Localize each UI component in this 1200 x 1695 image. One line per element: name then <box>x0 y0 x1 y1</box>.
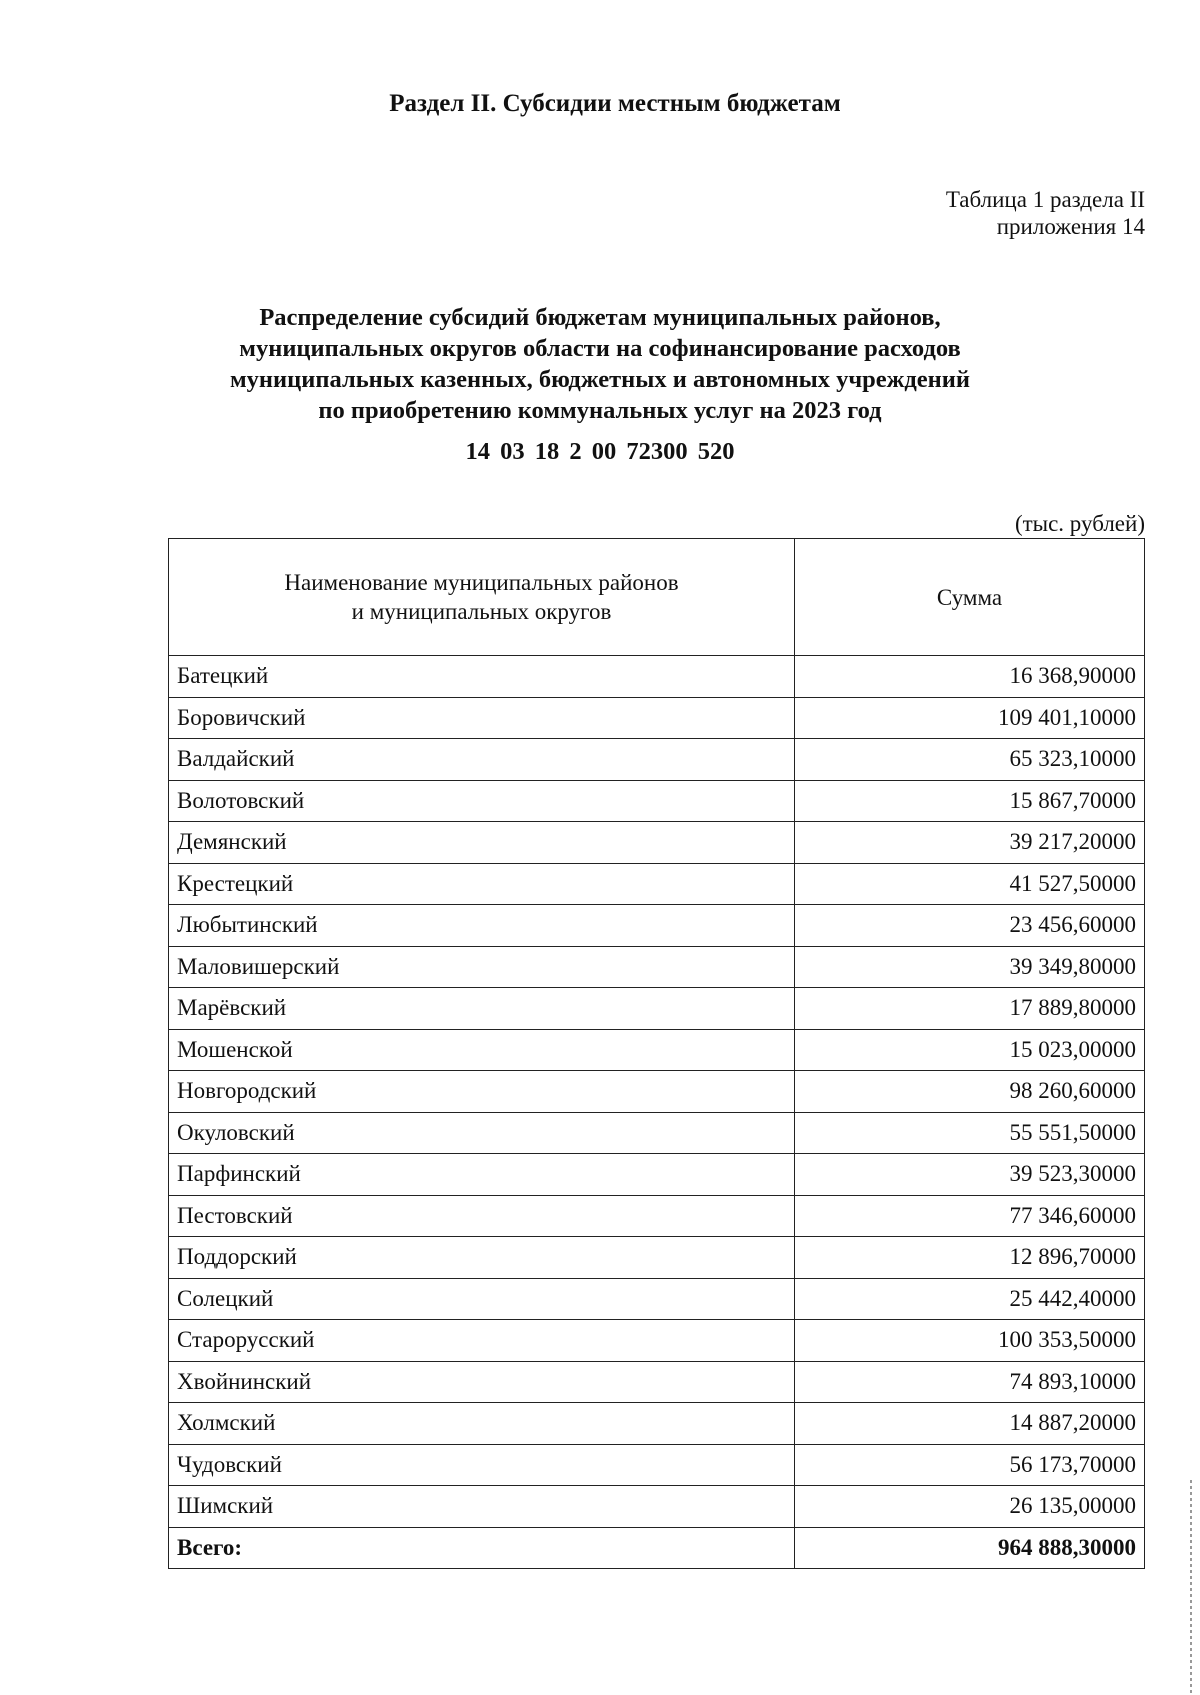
table-header-row <box>169 539 1145 656</box>
table-row <box>169 863 1145 905</box>
table-reference <box>946 186 1145 240</box>
district-sum: 41 527,50000 <box>795 863 1145 905</box>
budget-code: 14 03 18 2 00 72300 520 <box>465 438 735 465</box>
district-sum: 17 889,80000 <box>795 988 1145 1030</box>
district-name: Боровичский <box>169 697 795 739</box>
district-sum: 39 523,30000 <box>795 1154 1145 1196</box>
table-row <box>169 946 1145 988</box>
district-name: Окуловский <box>169 1112 795 1154</box>
district-name: Волотовский <box>169 780 795 822</box>
table-row <box>169 1486 1145 1528</box>
table-row <box>169 1029 1145 1071</box>
table-body <box>169 656 1145 1569</box>
district-name: Поддорский <box>169 1237 795 1279</box>
district-sum: 74 893,10000 <box>795 1361 1145 1403</box>
district-sum: 15 867,70000 <box>795 780 1145 822</box>
table-row <box>169 1361 1145 1403</box>
district-sum: 100 353,50000 <box>795 1320 1145 1362</box>
district-sum: 39 349,80000 <box>795 946 1145 988</box>
header-name-line1: Наименование муниципальных районов <box>284 570 679 595</box>
table-row <box>169 1112 1145 1154</box>
table-row <box>169 1071 1145 1113</box>
district-name: Батецкий <box>169 656 795 698</box>
district-name: Парфинский <box>169 1154 795 1196</box>
document-heading <box>0 302 1200 426</box>
units-label: (тыс. рублей) <box>1014 511 1145 536</box>
table-row <box>169 905 1145 947</box>
total-label: Всего: <box>169 1527 795 1569</box>
district-name: Шимский <box>169 1486 795 1528</box>
district-sum: 15 023,00000 <box>795 1029 1145 1071</box>
table-row <box>169 822 1145 864</box>
district-name: Марёвский <box>169 988 795 1030</box>
table-reference-line2: приложения 14 <box>996 214 1145 239</box>
table-row <box>169 1278 1145 1320</box>
district-name: Холмский <box>169 1403 795 1445</box>
heading-line1: Распределение субсидий бюджетам муниципальных районов, <box>259 304 941 331</box>
district-name: Старорусский <box>169 1320 795 1362</box>
total-sum: 964 888,30000 <box>795 1527 1145 1569</box>
table-row <box>169 1403 1145 1445</box>
district-name: Пестовский <box>169 1195 795 1237</box>
table-row <box>169 1154 1145 1196</box>
district-sum: 55 551,50000 <box>795 1112 1145 1154</box>
total-row <box>169 1527 1145 1569</box>
district-sum: 65 323,10000 <box>795 739 1145 781</box>
district-name: Новгородский <box>169 1071 795 1113</box>
subsidy-distribution-table <box>168 538 1145 1569</box>
table-row <box>169 1195 1145 1237</box>
table-row <box>169 1444 1145 1486</box>
table-reference-line1: Таблица 1 раздела II <box>945 187 1145 212</box>
table-row <box>169 988 1145 1030</box>
district-sum: 26 135,00000 <box>795 1486 1145 1528</box>
district-sum: 39 217,20000 <box>795 822 1145 864</box>
header-name <box>169 539 795 656</box>
district-name: Крестецкий <box>169 863 795 905</box>
district-sum: 25 442,40000 <box>795 1278 1145 1320</box>
district-name: Маловишерский <box>169 946 795 988</box>
district-name: Чудовский <box>169 1444 795 1486</box>
district-sum: 77 346,60000 <box>795 1195 1145 1237</box>
district-name: Валдайский <box>169 739 795 781</box>
heading-line3: муниципальных казенных, бюджетных и автономных учреждений <box>229 366 971 393</box>
header-name-line2: и муниципальных округов <box>351 599 612 624</box>
district-name: Мошенской <box>169 1029 795 1071</box>
district-name: Хвойнинский <box>169 1361 795 1403</box>
table-row <box>169 697 1145 739</box>
table-row <box>169 656 1145 698</box>
district-sum: 12 896,70000 <box>795 1237 1145 1279</box>
table-row <box>169 1237 1145 1279</box>
header-sum: Сумма <box>795 539 1145 656</box>
table-row <box>169 1320 1145 1362</box>
district-sum: 23 456,60000 <box>795 905 1145 947</box>
table-row <box>169 739 1145 781</box>
district-sum: 56 173,70000 <box>795 1444 1145 1486</box>
district-name: Любытинский <box>169 905 795 947</box>
district-sum: 98 260,60000 <box>795 1071 1145 1113</box>
heading-line2: муниципальных округов области на софинансирование расходов <box>239 335 961 362</box>
table-row <box>169 780 1145 822</box>
district-sum: 16 368,90000 <box>795 656 1145 698</box>
section-title: Раздел II. Субсидии местным бюджетам <box>389 90 841 117</box>
district-sum: 109 401,10000 <box>795 697 1145 739</box>
district-name: Демянский <box>169 822 795 864</box>
heading-line4: по приобретению коммунальных услуг на 2023 год <box>318 397 882 424</box>
district-sum: 14 887,20000 <box>795 1403 1145 1445</box>
district-name: Солецкий <box>169 1278 795 1320</box>
scan-edge-line <box>1190 1480 1192 1695</box>
